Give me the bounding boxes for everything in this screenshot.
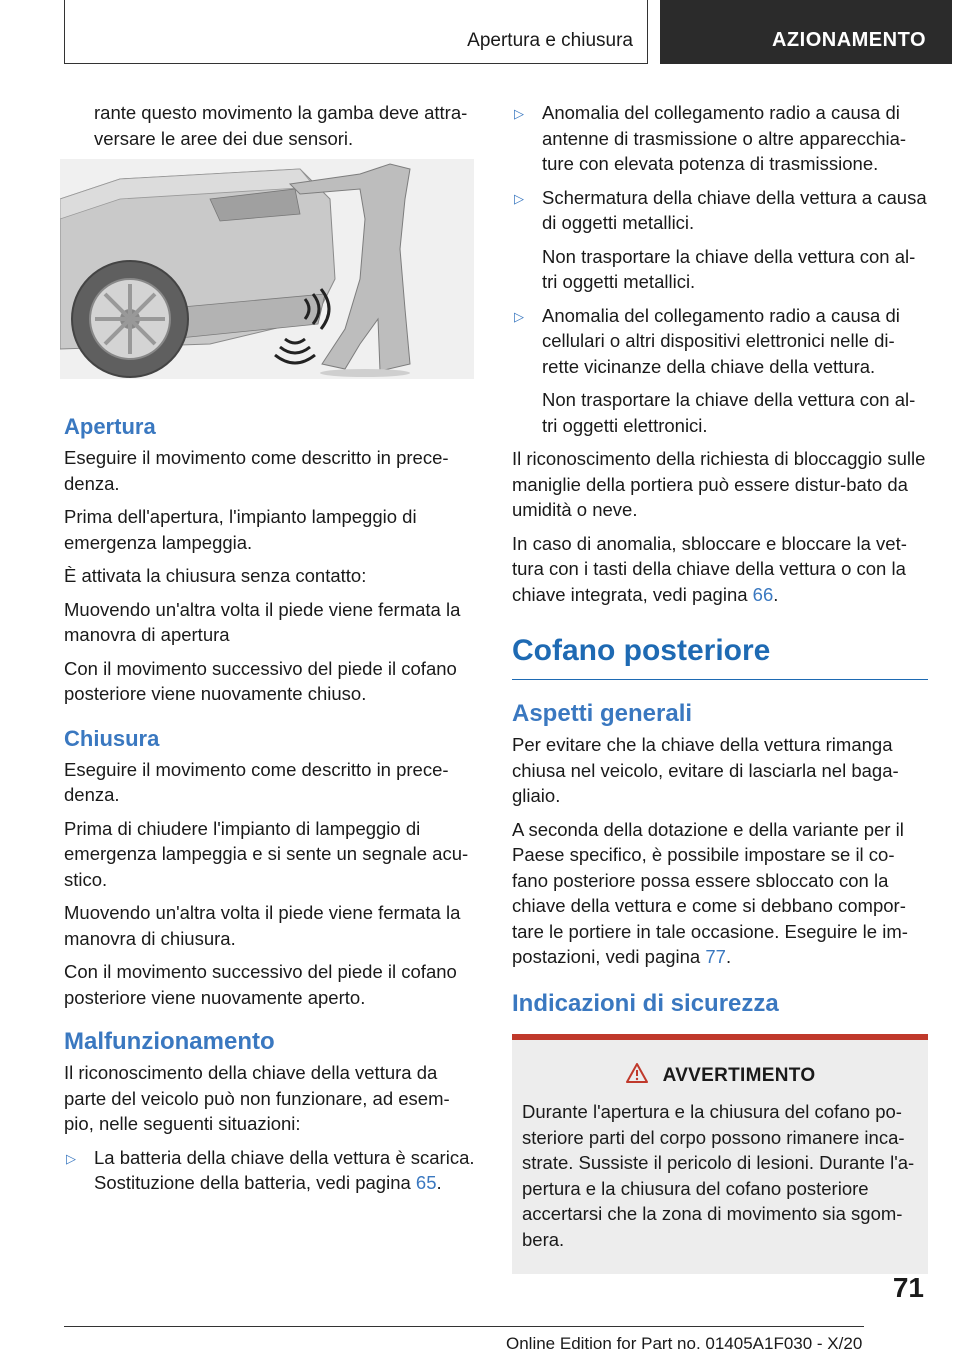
chiusura-paragraph-1: Eseguire il movimento come descritto in prece-denza. (64, 758, 449, 805)
car-kick-sensor-illustration (60, 159, 474, 379)
malfunzionamento-paragraph: Il riconoscimento della chiave della vettura da parte del veicolo può non funzionare, ad esem-pio, nelle seguenti situazioni: (64, 1062, 450, 1134)
chiusura-paragraph-4: Con il movimento successivo del piede il cofano posteriore viene nuovamente aperto. (64, 961, 457, 1008)
aspetti-paragraph-2: A seconda della dotazione e della variante per il Paese specifico, è possibile impostare se il co-fano posteriore possa essere sbloccato con la chiave della vettura e come si debbano compor-tare le portiere in tale occasione. Eseguire le im-postazioni, vedi pagina 77. (512, 818, 908, 967)
left-column (64, 100, 476, 1204)
anomalie-list (512, 100, 928, 438)
warning-title: AVVERTIMENTO (522, 1062, 918, 1092)
warning-triangle-icon (625, 1062, 649, 1092)
footer-edition: Online Edition for Part no. 01405A1F030 - X/20 (506, 1334, 863, 1353)
aspetti-paragraph-1: Per evitare che la chiave della vettura rimanga chiusa nel veicolo, evitare di lasciarla nel baga-gliaio. (512, 734, 899, 806)
footer-divider (64, 1326, 864, 1327)
warning-text: Durante l'apertura e la chiusura del cofano po-steriore parti del corpo possono rimanere inca-strate. Sussiste il pericolo di lesioni. Durante l'a-pertura e la chiusura del cofano posteriore accertarsi che la zona di movimento sia sgom-bera. (522, 1101, 915, 1250)
apertura-heading: Apertura (64, 414, 156, 439)
page-number: 71 (892, 1272, 924, 1303)
warning-box (512, 1034, 928, 1275)
triangle-bullet-icon: ▷ (514, 106, 524, 121)
page-link-66[interactable]: 66 (752, 583, 774, 605)
apertura-paragraph-2: Prima dell'apertura, l'impianto lampeggio di emergenza lampeggia. (64, 506, 417, 553)
chiusura-paragraph-3: Muovendo un'altra volta il piede viene fermata la manovra di chiusura. (64, 902, 461, 949)
list-item: ▷ La batteria della chiave della vettura è scarica. Sostituzione della batteria, vedi pagina 65. (66, 1146, 475, 1193)
triangle-bullet-icon: ▷ (514, 308, 524, 324)
intro-paragraph: rante questo movimento la gamba deve attra-versare le aree dei due sensori. (94, 102, 468, 149)
header-chapter-title: AZIONAMENTO (771, 29, 926, 51)
header-chapter-tab (660, 0, 952, 64)
list-item: ▷ Schermatura della chiave della vettura a causa di oggetti metallici. Non trasportare la chiave della vettura con al-tri oggetti metallici. (514, 186, 927, 292)
aspetti-generali-heading: Aspetti generali (512, 700, 693, 727)
anomalia-paragraph: In caso di anomalia, sbloccare e bloccare la vet-tura con i tasti della chiave della vettura o con la chiave integrata, vedi pagina 66. (512, 532, 907, 605)
bloccaggio-paragraph: Il riconoscimento della richiesta di bloccaggio sulle maniglie della portiera può essere distur-bato da umidità o neve. (512, 448, 926, 520)
page-link-77[interactable]: 77 (705, 946, 726, 967)
list-item: ▷ Anomalia del collegamento radio a causa di antenne di trasmissione o altre apparecchia-ture con elevata potenza di trasmissione. (514, 102, 907, 174)
apertura-paragraph-3: È attivata la chiusura senza contatto: (64, 565, 367, 586)
chiusura-paragraph-2: Prima di chiudere l'impianto di lampeggio di emergenza lampeggia e si sente un segnale acu-stico. (64, 817, 469, 890)
page-link-65[interactable]: 65 (415, 1172, 437, 1193)
sicurezza-heading: Indicazioni di sicurezza (512, 989, 779, 1017)
triangle-bullet-icon: ▷ (514, 190, 524, 206)
apertura-paragraph-4: Muovendo un'altra volta il piede viene fermata la manovra di apertura (64, 598, 461, 645)
header-section-title: Apertura e chiusura (467, 30, 633, 51)
apertura-paragraph-5: Con il movimento successivo del piede il cofano posteriore viene nuovamente chiuso. (64, 657, 457, 704)
malfunzionamento-heading: Malfunzionamento (64, 1028, 275, 1055)
chiusura-heading: Chiusura (64, 725, 160, 751)
apertura-paragraph-1: Eseguire il movimento come descritto in prece-denza. (64, 447, 449, 494)
triangle-bullet-icon: ▷ (66, 1150, 76, 1166)
header-section-box (64, 0, 648, 64)
list-item: ▷ Anomalia del collegamento radio a causa di cellulari o altri dispositivi elettronici nelle di-rette vicinanze della chiave della vettura. Non trasportare la chiave della vettura con al-tri oggetti elettronici. (514, 304, 916, 436)
right-column (512, 100, 928, 1274)
car-rear-illustration-svg (60, 159, 474, 379)
cofano-posteriore-heading: Cofano posteriore (512, 631, 928, 680)
malfunzionamento-list (64, 1145, 476, 1196)
